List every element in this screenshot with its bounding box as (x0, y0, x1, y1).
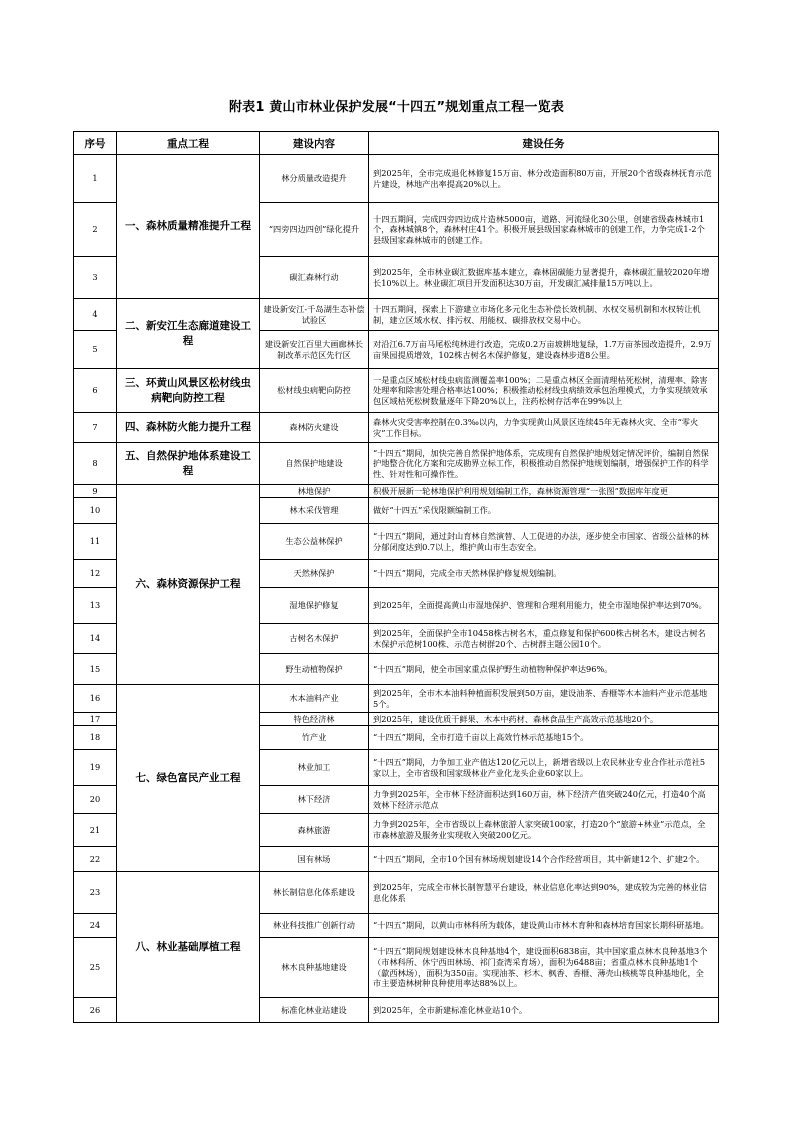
row-content: 竹产业 (260, 726, 369, 750)
row-content: 标准化林业站建设 (260, 998, 369, 1023)
header-no: 序号 (74, 132, 117, 155)
row-task: 到2025年，建设优质干鲜果、木本中药材、森林食品生产高效示范基地20个。 (369, 713, 719, 726)
row-no: 14 (74, 624, 117, 654)
row-content: 林下经济 (260, 786, 369, 814)
header-project: 重点工程 (117, 132, 260, 155)
row-no: 25 (74, 938, 117, 998)
project-group: 四、森林防火能力提升工程 (117, 413, 260, 443)
row-content: 木本油料产业 (260, 685, 369, 713)
row-content: 碳汇森林行动 (260, 257, 369, 299)
row-no: 20 (74, 786, 117, 814)
table-row (74, 155, 719, 203)
row-task: 对沿江6.7万亩马尾松纯林进行改造，完成0.2万亩坡耕地复绿，1.7万亩茶园改造提升，2.9万亩果园提质增效，102株古树名木保护修复，建设森林步道8公里。 (369, 331, 719, 369)
row-task: 到2025年，全市木本油料种植面积发展到50万亩，建设油茶、香榧等木本油料产业示范基地5个。 (369, 685, 719, 713)
row-no: 22 (74, 847, 117, 872)
table-header-row (74, 132, 719, 155)
row-no: 16 (74, 685, 117, 713)
row-no: 18 (74, 726, 117, 750)
table-row (74, 369, 719, 413)
table-row (74, 685, 719, 713)
row-no: 6 (74, 369, 117, 413)
row-task: 力争到2025年，全市省级以上森林旅游人家突破100家，打造20个“旅游+林业”示范点，全市森林旅游及服务业实现收入突破200亿元。 (369, 814, 719, 847)
row-content: 国有林场 (260, 847, 369, 872)
row-no: 24 (74, 914, 117, 938)
project-group: 三、环黄山风景区松材线虫病靶向防控工程 (117, 369, 260, 413)
page-title: 附表1 黄山市林业保护发展“十四五”规划重点工程一览表 (228, 100, 565, 115)
table-row (74, 485, 719, 498)
project-group: 八、林业基础厚植工程 (117, 872, 260, 1023)
row-task: 到2025年，全市新建标准化林业站10个。 (369, 998, 719, 1023)
row-task: 到2025年，完成全市林长制智慧平台建设，林业信息化率达到90%，建成较为完善的林业信息化体系 (369, 872, 719, 914)
projects-table (73, 131, 719, 1023)
row-no: 2 (74, 203, 117, 257)
row-content: 林分质量改造提升 (260, 155, 369, 203)
row-task: “十四五”期间，全市打造千亩以上高效竹林示范基地15个。 (369, 726, 719, 750)
row-task: 十四五期间，完成四旁四边成片造林5000亩，道路、河流绿化30公里，创建省级森林城市1个，森林城镇8个，森林村庄41个。积极开展县级国家森林城市的创建工作，力争完成1-2个县级国家森林城市的创建工作。 (369, 203, 719, 257)
row-no: 21 (74, 814, 117, 847)
row-content: 林木采伐管理 (260, 498, 369, 524)
table-row (74, 872, 719, 914)
row-no: 3 (74, 257, 117, 299)
header-task: 建设任务 (369, 132, 719, 155)
row-no: 17 (74, 713, 117, 726)
row-task: 一是重点区域松材线虫病监测覆盖率100%；二是重点林区全面清理枯死松树，清理率、除害处理率和除害处理合格率达100%；积极推动松材线虫病绩效承包治理模式，力争实现绩效承包区域枯死松树数量逐年下降20%以上，注药松树存活率在99%以上 (369, 369, 719, 413)
row-no: 8 (74, 443, 117, 485)
row-task: 积极开展新一轮林地保护利用规划编制工作，森林资源管理“一张图”数据库年度更 (369, 485, 719, 498)
table-row (74, 443, 719, 485)
row-content: 林木良种基地建设 (260, 938, 369, 998)
row-no: 1 (74, 155, 117, 203)
row-no: 23 (74, 872, 117, 914)
row-task: “十四五”期间，通过封山育林自然演替、人工促进的办法，逐步使全市国家、省级公益林的林分郁闭度达到0.7以上，维护黄山市生态安全。 (369, 524, 719, 560)
row-task: 力争到2025年，全市林下经济面积达到160万亩，林下经济产值突破240亿元，打造40个高效林下经济示范点 (369, 786, 719, 814)
row-content: 林业加工 (260, 750, 369, 786)
row-content: 野生动植物保护 (260, 654, 369, 685)
row-content: 建设新安江百里大画廊林长制改革示范区先行区 (260, 331, 369, 369)
row-content: 林业科技推广创新行动 (260, 914, 369, 938)
header-content: 建设内容 (260, 132, 369, 155)
project-group: 七、绿色富民产业工程 (117, 685, 260, 872)
project-group: 六、森林资源保护工程 (117, 485, 260, 685)
row-task: “十四五”期间，加快完善自然保护地体系，完成现有自然保护地规划定情况评价，编制自然保护地整合优化方案和完成勘界立标工作，积极推动自然保护地规划编制，增强保护工作的科学性、针对性和可操作性。 (369, 443, 719, 485)
project-group: 五、自然保护地体系建设工程 (117, 443, 260, 485)
row-content: 建设新安江-千岛湖生态补偿试验区 (260, 299, 369, 331)
row-no: 9 (74, 485, 117, 498)
row-content: 松材线虫病靶向防控 (260, 369, 369, 413)
row-no: 13 (74, 588, 117, 624)
project-group: 二、新安江生态廊道建设工程 (117, 299, 260, 369)
row-content: 森林旅游 (260, 814, 369, 847)
row-content: 森林防火建设 (260, 413, 369, 443)
row-task: 森林火灾受害率控制在0.3‰以内，力争实现黄山风景区连续45年无森林火灾、全市“零火灾”工作目标。 (369, 413, 719, 443)
row-task: “十四五”期间，力争加工业产值达120亿元以上，新增省级以上农民林业专业合作社示范社5家以上，全市省级和国家级林业产业化龙头企业60家以上。 (369, 750, 719, 786)
row-task: “十四五”期间规划建设林木良种基地4个，建设面积6838亩，其中国家重点林木良种基地3个（市林科所、休宁西田林场、祁门查湾采育场），面积为6488亩；省重点林木良种基地1个（歙西林场），面积为350亩。实现油茶、杉木、枫香、香榧、薄壳山核桃等良种基地化，全市主要造林树种良种使用率达88%以上。 (369, 938, 719, 998)
row-content: 湿地保护修复 (260, 588, 369, 624)
project-group: 一、森林质量精准提升工程 (117, 155, 260, 299)
row-no: 7 (74, 413, 117, 443)
row-task: 到2025年，全面保护全市10458株古树名木，重点修复和保护600株古树名木，建设古树名木保护示范树100株、示范古树群20个、古树群主题公园10个。 (369, 624, 719, 654)
row-task: “十四五”期间，使全市国家重点保护野生动植物种保护率达96%。 (369, 654, 719, 685)
row-no: 10 (74, 498, 117, 524)
row-task: 到2025年，全市林业碳汇数据库基本建立，森林固碳能力显著提升，森林碳汇量较2020年增长10%以上。林业碳汇项目开发面积达30万亩，开发碳汇减排量15万吨以上。 (369, 257, 719, 299)
row-no: 4 (74, 299, 117, 331)
row-task: 到2025年，全市完成退化林修复15万亩、林分改造面积80万亩，开展20个省级森林抚育示范片建设，林地产出率提高20%以上。 (369, 155, 719, 203)
row-task: 做好“十四五”采伐限额编制工作。 (369, 498, 719, 524)
row-task: “十四五”期间，以黄山市林科所为载体，建设黄山市林木育种和森林培育国家长期科研基地。 (369, 914, 719, 938)
row-content: “四旁四边四创”绿化提升 (260, 203, 369, 257)
row-task: “十四五”期间，全市10个国有林场规划建设14个合作经营项目，其中新建12个、扩建2个。 (369, 847, 719, 872)
row-content: 生态公益林保护 (260, 524, 369, 560)
row-no: 12 (74, 560, 117, 588)
row-task: 十四五期间，探索上下游建立市场化多元化生态补偿长效机制、水权交易机制和水权转让机制，建立区域水权、排污权、用能权、碳排放权交易中心。 (369, 299, 719, 331)
table-row (74, 299, 719, 331)
row-no: 15 (74, 654, 117, 685)
row-content: 林长制信息化体系建设 (260, 872, 369, 914)
row-content: 林地保护 (260, 485, 369, 498)
row-no: 26 (74, 998, 117, 1023)
table-row (74, 413, 719, 443)
row-content: 天然林保护 (260, 560, 369, 588)
row-content: 古树名木保护 (260, 624, 369, 654)
row-no: 5 (74, 331, 117, 369)
row-task: “十四五”期间，完成全市天然林保护修复规划编制。 (369, 560, 719, 588)
row-content: 自然保护地建设 (260, 443, 369, 485)
row-no: 11 (74, 524, 117, 560)
row-no: 19 (74, 750, 117, 786)
row-content: 特色经济林 (260, 713, 369, 726)
row-task: 到2025年，全面提高黄山市湿地保护、管理和合理利用能力，使全市湿地保护率达到70%。 (369, 588, 719, 624)
